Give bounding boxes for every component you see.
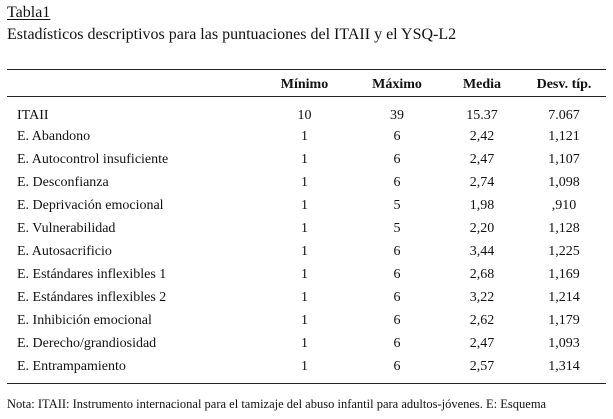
cell-variable: E. Autocontrol insuficiente	[17, 151, 169, 167]
cell-max: 6	[393, 358, 401, 374]
header-maximum: Máximo	[372, 77, 422, 92]
cell-min: 10	[297, 108, 312, 123]
cell-min: 1	[301, 243, 308, 259]
cell-mean: 15.37	[466, 108, 498, 123]
cell-min: 1	[301, 312, 308, 328]
cell-max: 6	[393, 151, 401, 167]
cell-mean: 2,20	[469, 220, 495, 236]
cell-mean: 2,68	[469, 266, 495, 282]
table-row	[7, 309, 606, 332]
cell-sd: 1,314	[548, 358, 580, 374]
cell-min: 1	[301, 197, 308, 213]
cell-variable: E. Vulnerabilidad	[17, 220, 116, 236]
header-mean: Media	[462, 77, 502, 92]
cell-sd: 1,169	[548, 266, 580, 282]
table-row	[7, 96, 606, 125]
cell-variable: E. Estándares inflexibles 2	[17, 289, 167, 305]
cell-sd: 1,179	[548, 312, 580, 328]
cell-variable: E. Entrampamiento	[17, 358, 126, 374]
cell-max: 5	[393, 220, 401, 236]
cell-min: 1	[301, 128, 308, 144]
table-row	[7, 125, 606, 148]
cell-sd: 1,225	[548, 243, 580, 259]
cell-mean: 2,47	[469, 335, 495, 351]
cell-mean: 3,22	[469, 289, 495, 305]
header-minimum: Mínimo	[280, 77, 329, 92]
cell-max: 39	[390, 108, 404, 123]
table-row	[7, 286, 606, 309]
cell-mean: 2,42	[469, 128, 495, 144]
cell-min: 1	[301, 358, 308, 374]
cell-max: 6	[393, 128, 401, 144]
cell-variable: E. Desconfianza	[17, 174, 109, 190]
cell-sd: ,910	[551, 197, 577, 213]
table-label: Tabla1	[7, 4, 51, 21]
cell-max: 6	[393, 335, 401, 351]
header-variable	[7, 74, 257, 96]
table-top-rule	[7, 69, 606, 70]
table-row	[7, 217, 606, 240]
table-row	[7, 171, 606, 194]
cell-sd: 1,107	[548, 151, 580, 167]
cell-min: 1	[301, 266, 308, 282]
cell-variable: E. Estándares inflexibles 1	[17, 266, 167, 282]
descriptive-statistics-table	[7, 74, 606, 378]
cell-sd: 1,093	[548, 335, 580, 351]
table-row	[7, 332, 606, 355]
cell-sd: 1,121	[548, 128, 580, 144]
table-row	[7, 194, 606, 217]
cell-max: 6	[393, 289, 401, 305]
table-bottom-rule	[7, 383, 606, 384]
cell-mean: 1,98	[469, 197, 495, 213]
cell-min: 1	[301, 289, 308, 305]
cell-min: 1	[301, 174, 308, 190]
cell-sd: 1,214	[548, 289, 580, 305]
cell-max: 6	[393, 266, 401, 282]
cell-variable: E. Deprivación emocional	[17, 197, 164, 213]
cell-variable: E. Autosacrificio	[17, 243, 112, 259]
table-title: Estadísticos descriptivos para las puntuaciones del ITAII y el YSQ-L2	[7, 26, 457, 43]
table-row	[7, 240, 606, 263]
cell-mean: 2,62	[469, 312, 495, 328]
cell-mean: 2,57	[469, 358, 495, 374]
cell-min: 1	[301, 220, 308, 236]
cell-mean: 2,47	[469, 151, 495, 167]
cell-variable: E. Inhibición emocional	[17, 312, 152, 328]
table-footnote: Nota: ITAII: Instrumento internacional para el tamizaje del abuso infantil para adultos-jóvenes. E: Esquema	[7, 397, 547, 411]
cell-sd: 1,128	[548, 220, 580, 236]
table-header-row	[7, 74, 606, 96]
cell-variable: E. Abandono	[17, 128, 91, 144]
cell-variable: ITAII	[17, 108, 49, 123]
table-row	[7, 355, 606, 378]
cell-sd: 7.067	[548, 108, 580, 123]
header-std-dev: Desv. típ.	[536, 77, 592, 92]
table-row	[7, 263, 606, 286]
cell-mean: 2,74	[469, 174, 495, 190]
cell-variable: E. Derecho/grandiosidad	[17, 335, 157, 351]
cell-min: 1	[301, 335, 308, 351]
cell-max: 5	[393, 197, 401, 213]
cell-max: 6	[393, 174, 401, 190]
cell-mean: 3,44	[469, 243, 495, 259]
cell-max: 6	[393, 243, 401, 259]
cell-sd: 1,098	[548, 174, 580, 190]
table-row	[7, 148, 606, 171]
cell-max: 6	[393, 312, 401, 328]
cell-min: 1	[301, 151, 308, 167]
